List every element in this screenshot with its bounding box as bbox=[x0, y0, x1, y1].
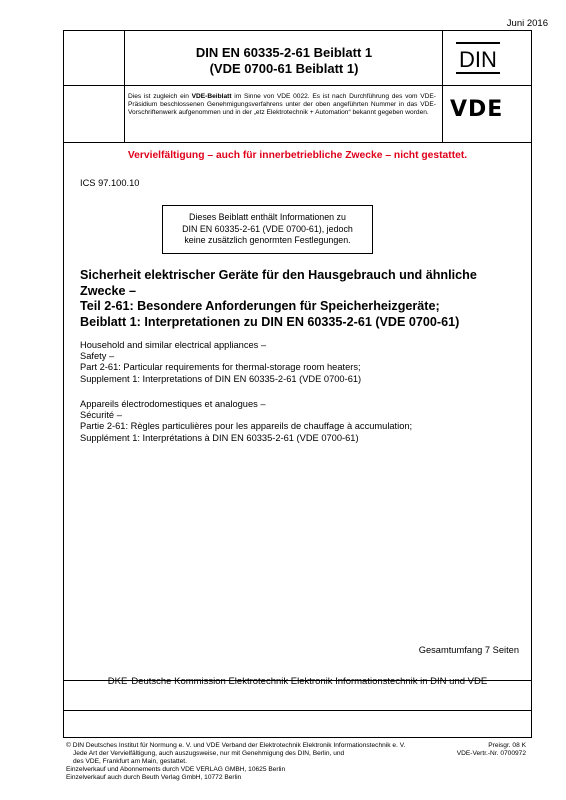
info-box bbox=[162, 205, 373, 254]
english-title-line: Supplement 1: Interpretations of DIN EN 60335-2-61 (VDE 0700-61) bbox=[80, 373, 362, 384]
german-title bbox=[80, 268, 520, 330]
price-block bbox=[457, 742, 526, 758]
english-title-line: Safety – bbox=[80, 351, 115, 362]
header-divider bbox=[64, 85, 531, 86]
dke-line bbox=[63, 676, 532, 687]
info-line: keine zusätzlich genormten Festlegungen. bbox=[184, 235, 351, 245]
german-title-line: Sicherheit elektrischer Geräte für den Hausgebrauch und ähnliche bbox=[80, 268, 477, 282]
dke-bottom-divider bbox=[64, 710, 531, 711]
din-logo-text: DIN bbox=[459, 47, 497, 72]
copy-warning: Vervielfältigung – auch für innerbetriebliche Zwecke – nicht gestattet. bbox=[127, 150, 468, 161]
vde-logo: VDE bbox=[450, 97, 504, 122]
copyright-line: Einzelverkauf und Abonnements durch VDE VERLAG GMBH, 10625 Berlin bbox=[66, 766, 286, 773]
price-group: Preisgr. 08 K bbox=[488, 742, 526, 749]
info-line: DIN EN 60335-2-61 (VDE 0700-61), jedoch bbox=[182, 223, 353, 234]
english-title-line: Part 2-61: Particular requirements for thermal-storage room heaters; bbox=[80, 362, 361, 373]
total-pages: Gesamtumfang 7 Seiten bbox=[418, 645, 519, 655]
german-title-line: Zwecke – bbox=[80, 283, 137, 298]
copyright-block bbox=[66, 742, 405, 782]
header-bottom-divider bbox=[64, 142, 531, 143]
document-title bbox=[124, 45, 444, 77]
copyright-line: Einzelverkauf auch durch Beuth Verlag GmbH, 10772 Berlin bbox=[66, 774, 242, 781]
info-line: Dieses Beiblatt enthält Informationen zu bbox=[189, 212, 346, 222]
english-title-line: Household and similar electrical appliances – bbox=[80, 340, 267, 350]
dke-name: Deutsche Kommission Elektrotechnik Elektronik Informationstechnik in DIN und VDE bbox=[131, 676, 488, 687]
dke-abbr: DKE bbox=[107, 676, 128, 687]
vde-note bbox=[128, 93, 436, 118]
german-title-line: Beiblatt 1: Interpretationen zu DIN EN 60335-2-61 (VDE 0700-61) bbox=[80, 314, 460, 329]
issue-date: Juni 2016 bbox=[506, 18, 548, 29]
french-title-line: Appareils électrodomestiques et analogues – bbox=[80, 399, 266, 409]
copyright-line: Jede Art der Vervielfältigung, auch auszugsweise, nur mit Genehmigung des DIN, Berlin, und bbox=[73, 750, 345, 757]
english-title bbox=[80, 340, 520, 385]
german-title-line: Teil 2-61: Besondere Anforderungen für Speicherheizgeräte; bbox=[80, 299, 440, 313]
copyright-line: © DIN Deutsches Institut für Normung e. V. und VDE Verband der Elektrotechnik Elektronik Informationstechnik e. V. bbox=[66, 742, 406, 749]
french-title-line: Supplément 1: Interprétations à DIN EN 60335-2-61 (VDE 0700-61) bbox=[80, 432, 359, 443]
french-title-line: Sécurité – bbox=[80, 410, 122, 421]
vde-number: VDE-Vertr.-Nr. 0700972 bbox=[456, 750, 526, 757]
din-logo bbox=[454, 41, 502, 75]
note-prefix: Dies ist zugleich ein bbox=[128, 93, 192, 100]
note-rest: im Sinne von VDE 0022. Es ist nach Durchführung des vom VDE-Präsidium beschlossenen Genehmigungsverfahrens unter der oben angeführten Nummer in das VDE-Vorschriftenwerk aufgenommen und in der „etz Elektrotechnik + Automation“ bekannt gegeben worden. bbox=[128, 93, 436, 117]
title-line-1: DIN EN 60335-2-61 Beiblatt 1 bbox=[195, 45, 373, 60]
french-title bbox=[80, 399, 520, 444]
copyright-line: des VDE, Frankfurt am Main, gestattet. bbox=[73, 758, 187, 765]
ics-code: ICS 97.100.10 bbox=[80, 178, 140, 188]
note-bold: VDE-Beiblatt bbox=[191, 93, 232, 100]
french-title-line: Partie 2-61: Règles particulières pour les appareils de chauffage à accumulation; bbox=[80, 421, 413, 432]
title-line-2: (VDE 0700-61 Beiblatt 1) bbox=[209, 61, 359, 76]
